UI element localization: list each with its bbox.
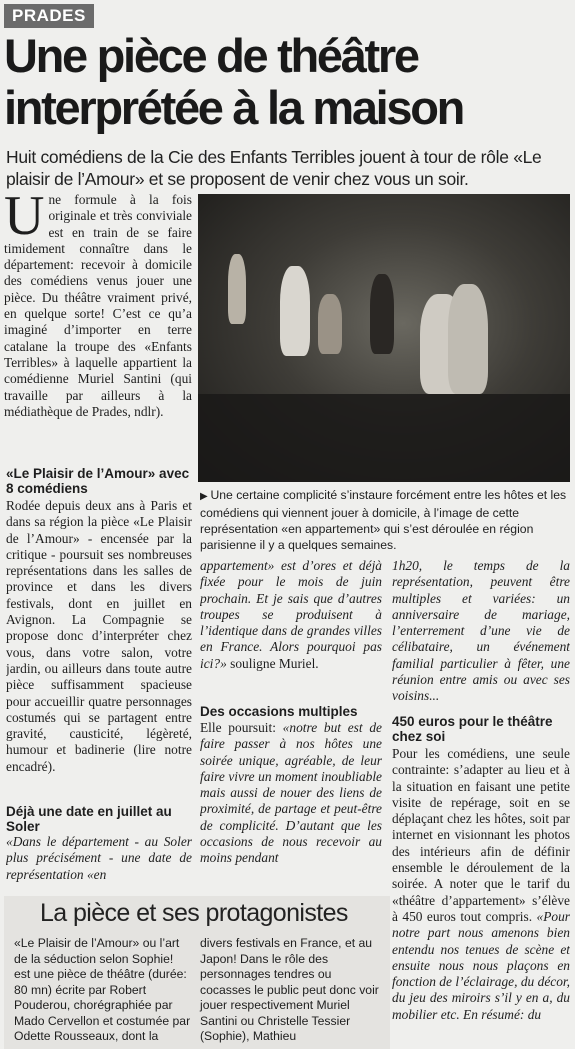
photo-figure [228, 254, 246, 324]
subhead-450-euros: 450 euros pour le théâtre chez soi [392, 714, 553, 744]
paragraph-tenues: «Pour notre part nous amenons bien entendu nos tenues de scène et ensuite nous nous plaçons en fonction de l’éclairage, du décor, du jeu des miroirs s’il y en a, du mobilier etc. En résumé: du [392, 908, 570, 1022]
section-rubric: PRADES [4, 4, 94, 28]
quote-appartement: appartement» est d’ores et déjà fixée pour le mois de juin prochain. Et je sais que d’autres troupes se produisent à l’identique dans de grandes villes en France. Alors pourquoi pas ici?» [200, 558, 382, 671]
photo-figure [370, 274, 394, 354]
sidebar-box-protagonistes [4, 896, 390, 1049]
sidebar-box-column-2: divers festivals en France, et au Japon! Dans le rôle des personnages tendres ou cocasses le public peut donc voir jouer respectivement Muriel Santini ou Christelle Tessier (Sophie), Mathieu [200, 936, 379, 1043]
article-standfirst: Huit comédiens de la Cie des Enfants Terribles jouent à tour de rôle «Le plaisir de l’Amour» et se proposent de venir chez vous un soir. [6, 147, 542, 189]
intro-text: ne formule à la fois originale et très conviviale est en train de se faire timidement connaître dans le département: recevoir à domicile des comédiens venus jouer une pièce. Du théâtre vraiment privé, en quelque sorte! C’est ce qu’a imaginé d’importer en terre catalane la troupe des «Enfants Terribles» à laquelle appartient la comédienne Muriel Santini (qui travaille par ailleurs à la médiathèque de Prades, ndlr). [4, 192, 192, 419]
paragraph-tarif: Pour les comédiens, une seule contrainte: s’adapter au lieu et à la situation en faisant une petite visite de repérage, soit en se déplaçant chez les hôtes, soit par internet en visionnant les photos des intérieurs afin de définir ensemble le déroulement de la soirée. A noter que le tarif du «théâtre d’appartement» s’élève à 450 euros tout compris. [392, 746, 570, 924]
article-column-3-top: 1h20, le temps de la représentation, peuvent être multiples et variées: un anniversaire de mariage, l’enterrement d’une vie de célibataire, un événement familial particulier à fêter, une réunion entre amis ou avec ses voisins... [392, 558, 570, 704]
paragraph-occasions [200, 720, 382, 896]
photo-figure [280, 266, 310, 356]
photo-caption-text: Une certaine complicité s’instaure forcément entre les hôtes et les comédiens qui viennent jouer à domicile, à l’image de cette représentation «en appartement» qui s’est déroulée en région parisienne il y a quelques semaines. [200, 488, 567, 552]
paragraph-occasions-lead: Elle poursuit: [200, 720, 283, 735]
article-headline: Une pièce de théâtre interprétée à la maison [4, 29, 464, 134]
paragraph-450-euros [392, 746, 570, 1046]
article-column-1 [4, 192, 192, 462]
photo-figure [448, 284, 488, 394]
photo-figure [318, 294, 342, 354]
article-column-2-top [200, 558, 382, 692]
paragraph-date-soler: «Dans le département - au Soler plus précisément - une date de représentation «en [6, 834, 192, 882]
paragraph-occasions-quote: «notre but est de faire passer à nos hôtes une soirée unique, agréable, de leur faire vivre un moment inoubliable mais aussi de nouer des liens de proximité, de partage et peut-être de complicité. D’autant que les occasions de nous recevoir au moins pendant [200, 720, 382, 866]
sidebar-box-column-1: «Le Plaisir de l’Amour» ou l’art de la séduction selon Sophie! est une pièce de théâtre (durée: 80 mn) écrite par Robert Pouderou, chorégraphiée par Mado Cervellon et costumée par Odette Rousseaux, dont la [14, 936, 191, 1043]
paragraph-plaisir-amour: Rodée depuis deux ans à Paris et dans sa région la pièce «Le Plaisir de l’Amour» - encensée par la critique - poursuit ses nombreuses représentations dans les salles de province et dans les divers festivals, dont en juillet en Avignon. La Compagnie se propose donc d’interpréter chez vous, dans votre salon, votre jardin, ou ailleurs dans toute autre pièce suffisamment spacieuse pour accueillir quatre personnages costumés qui se partagent entre gravité, causticité, légèreté, humour et badinerie (lire notre encadré). [6, 498, 192, 774]
intro-paragraph [4, 192, 192, 462]
article-photo-theatre-scene [198, 194, 570, 482]
subhead-plaisir-amour: «Le Plaisir de l’Amour» avec 8 comédiens [6, 466, 190, 496]
subhead-occasions: Des occasions multiples [200, 704, 358, 719]
caption-arrow-icon: ▶ [200, 491, 211, 502]
subhead-date-soler: Déjà une date en juillet au Soler [6, 804, 172, 834]
quote-attribution: souligne Muriel. [230, 655, 319, 671]
photo-audience [198, 394, 570, 482]
photo-caption [200, 487, 570, 553]
drop-cap: U [4, 192, 45, 247]
sidebar-box-title: La pièce et ses protagonistes [40, 899, 348, 927]
